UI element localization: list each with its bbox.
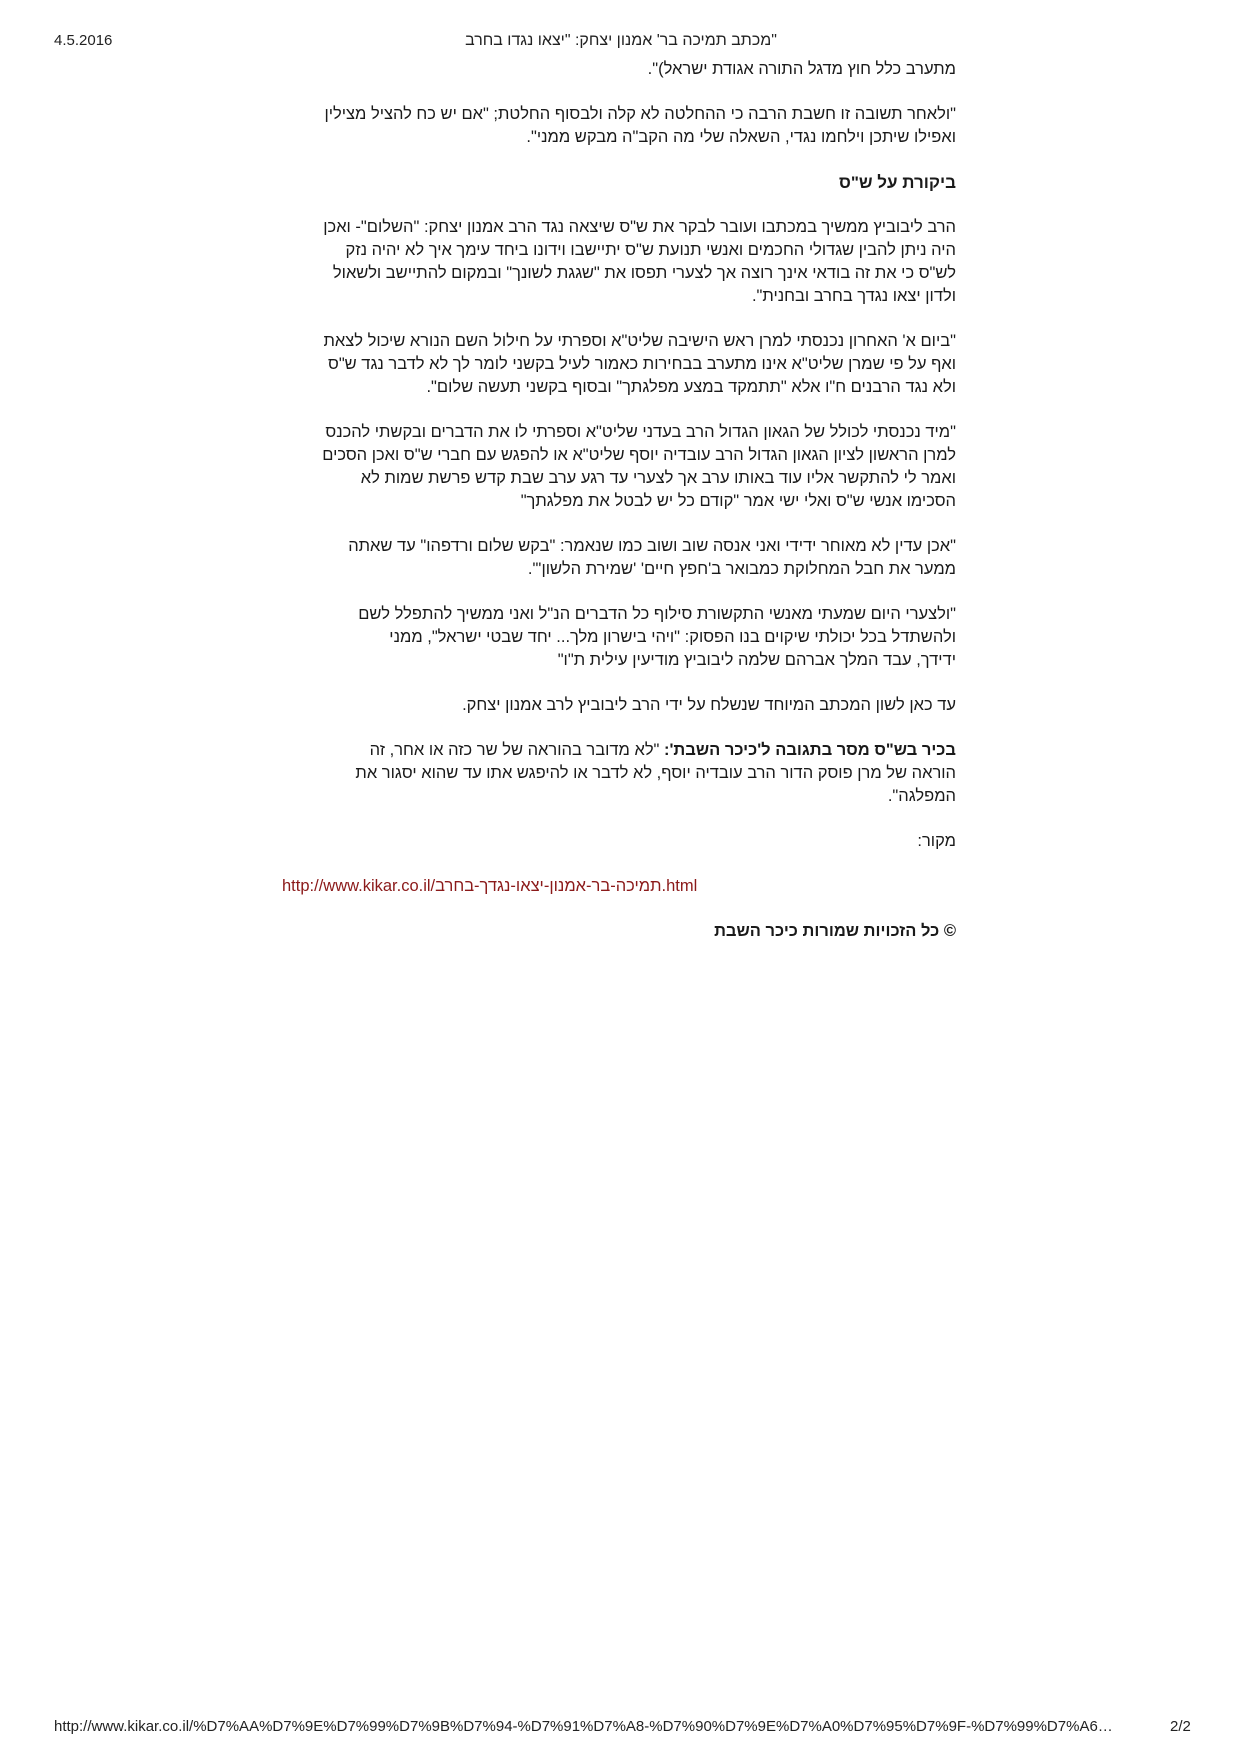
- page-number: 2/2: [1170, 1718, 1191, 1735]
- print-page-title: "מכתב תמיכה בר' אמנון יצחק: "יצאו נגדו בחרב: [465, 32, 777, 49]
- article-paragraph-1: מתערב כלל חוץ מדגל התורה אגודת ישראל)".: [647, 60, 956, 78]
- article-paragraph-4: "ביום א' האחרון נכנסתי למרן ראש הישיבה שליט"א וספרתי על חילול השם הנורא שיכול לצאת ואף על פי שמרן שליט"א אינו מתערב בבחירות כאמור לעיל בקשני לומר לך לא לדבר נגד ש"ס ולא נגד הרבנים ח"ו אלא "תתמקד במצע מפלגתך" ובסוף בקשני תעשה שלום".: [323, 332, 956, 396]
- copyright-notice: © כל הזכויות שמורות כיכר השבת: [714, 922, 956, 940]
- section-heading: ביקורת על ש"ס: [838, 173, 956, 192]
- article-paragraph-8: עד כאן לשון המכתב המיוחד שנשלח על ידי הרב ליבוביץ לרב אמנון יצחק.: [462, 696, 956, 714]
- source-link[interactable]: http://www.kikar.co.il/תמיכה-בר-אמנון-יצאו-נגדך-בחרב.html: [282, 877, 698, 895]
- article-body: [282, 58, 956, 965]
- article-paragraph-3: הרב ליבוביץ ממשיך במכתבו ועובר לבקר את ש"ס שיצאה נגד הרב אמנון יצחק: "השלום"- ואכן היה ניתן להבין שגדולי החכמים ואנשי תנועת ש"ס יתיישבו וידונו ביחד עימך איך לא יהיה נזק לש"ס כי את זה בודאי אינך רוצה אך לצערי תפסו את "שגגת לשונך" ובמקום להתיישב ולשאול ולדון יצאו נגדך בחרב ובחנית".: [323, 218, 956, 305]
- article-paragraph-5: "מיד נכנסתי לכולל של הגאון הגדול הרב בעדני שליט"א וספרתי לו את הדברים ובקשתי להכנס למרן הראשון לציון הגאון הגדול הרב עובדיה יוסף שליט"א או להפגש עם חברי ש"ס ואכן הסכים ואמר לי להתקשר אליו עוד באותו ערב אך לצערי עד רגע ערב שבת קדש פרשת שמות לא הסכימו אנשי ש"ס ואלי ישי אמר "קודם כל יש לבטל את מפלגתך": [322, 423, 956, 510]
- response-lead: בכיר בש"ס מסר בתגובה ל'כיכר השבת':: [664, 741, 956, 759]
- print-footer: [0, 1718, 1242, 1740]
- print-date: 4.5.2016: [54, 32, 113, 49]
- article-paragraph-9: [288, 739, 956, 808]
- source-link-row: [282, 875, 956, 898]
- source-label: מקור:: [917, 832, 956, 850]
- print-header: [0, 30, 1242, 54]
- article-paragraph-6: "אכן עדין לא מאוחר ידידי ואני אנסה שוב ושוב כמו שנאמר: "בקש שלום ורדפהו" עד שאתה ממער את חבל המחלוקת כמבואר ב'חפץ חיים' 'שמירת הלשון'".: [348, 537, 956, 578]
- response-text: "לא מדובר בהוראה של שר כזה או אחר, זה הוראה של מרן פוסק הדור הרב עובדיה יוסף, לא לדבר או להיפגש אתו עד שהוא יסגור את המפלגה".: [355, 741, 956, 805]
- article-paragraph-2: "ולאחר תשובה זו חשבת הרבה כי ההחלטה לא קלה ולבסוף החלטת; "אם יש כח להציל מצילין ואפילו שיתכן וילחמו נגדי, השאלה שלי מה הקב"ה מבקש ממני".: [324, 105, 956, 146]
- footer-url: http://www.kikar.co.il/%D7%AA%D7%9E%D7%99%D7%9B%D7%94-%D7%91%D7%A8-%D7%90%D7%9E%D7%A0%D7%95%D7%9F-%D7%99%D7%A6…: [54, 1718, 1113, 1735]
- article-paragraph-7: "ולצערי היום שמעתי מאנשי התקשורת סילוף כל הדברים הנ"ל ואני ממשיך להתפלל לשם ולהשתדל בכל יכולתי שיקוים בנו הפסוק: "ויהי בישרון מלך... יחד שבטי ישראל", ממני ידידך, עבד המלך אברהם שלמה ליבוביץ מודיעין עילית ת"ו": [358, 605, 956, 669]
